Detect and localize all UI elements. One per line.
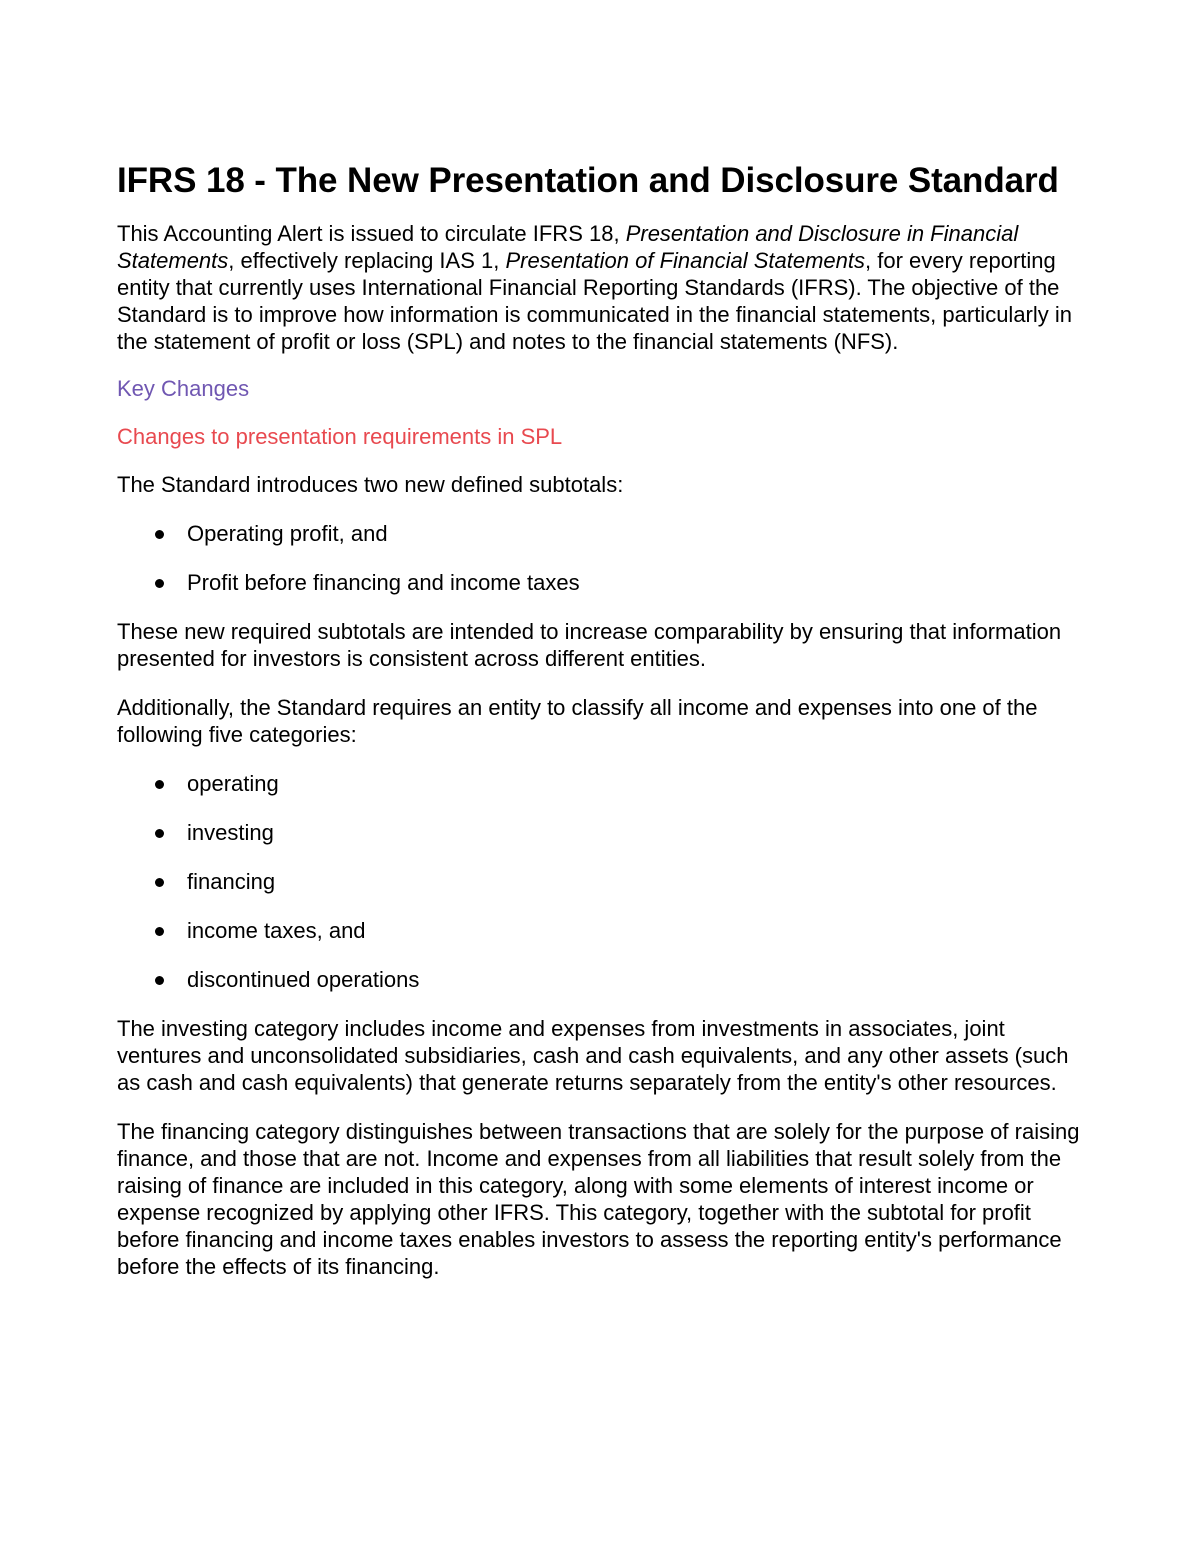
categories-intro: Additionally, the Standard requires an entity to classify all income and expenses into one of the following five categories: (117, 695, 1038, 747)
intro-text-1: This Accounting Alert is issued to circulate IFRS 18, (117, 221, 626, 246)
bullet-icon (155, 530, 164, 539)
comparability-paragraph: These new required subtotals are intended to increase comparability by ensuring that information presented for investors is consistent across different entities. (117, 619, 1062, 671)
intro-text-3: , for every reporting entity that currently uses International Financial Reporting Standards (IFRS). The objective of the Standard is to improve how information is communicated in the financial statements, particularly in the statement of profit or loss (SPL) and notes to the financial statements (NFS). (117, 248, 1073, 354)
list-item-text: Profit before financing and income taxes (187, 570, 580, 595)
bullet-icon (155, 976, 164, 985)
list-item-text: Operating profit, and (187, 521, 388, 546)
bullet-icon (155, 829, 164, 838)
bullet-icon (155, 878, 164, 887)
list-item-text: operating (187, 771, 279, 796)
list-item (117, 868, 1087, 895)
document-title: IFRS 18 - The New Presentation and Disclosure Standard (117, 161, 1059, 200)
list-item (117, 966, 1087, 993)
spl-heading: Changes to presentation requirements in SPL (117, 424, 563, 449)
list-item (117, 569, 1087, 596)
subtotals-intro: The Standard introduces two new defined subtotals: (117, 472, 624, 497)
intro-italic-ias1: Presentation of Financial Statements (505, 248, 865, 273)
bullet-icon (155, 579, 164, 588)
categories-list (117, 770, 1087, 993)
subtotals-list (117, 520, 1087, 596)
intro-text-2: , effectively replacing IAS 1, (228, 248, 506, 273)
intro-italic-ifrs18: Presentation and Disclosure in Financial Statements (117, 221, 1019, 273)
list-item (117, 770, 1087, 797)
list-item-text: income taxes, and (187, 918, 366, 943)
document-page (117, 160, 1087, 1302)
list-item-text: investing (187, 820, 274, 845)
bullet-icon (155, 927, 164, 936)
intro-paragraph (117, 220, 1087, 355)
list-item (117, 819, 1087, 846)
key-changes-heading: Key Changes (117, 376, 250, 401)
list-item (117, 520, 1087, 547)
investing-paragraph: The investing category includes income and expenses from investments in associates, joint ventures and unconsolidated subsidiaries, cash and cash equivalents, and any other assets (such as cash and cash equivalents) that generate returns separately from the entity's other resources. (117, 1016, 1069, 1095)
list-item-text: financing (187, 869, 276, 894)
financing-paragraph: The financing category distinguishes between transactions that are solely for the purpose of raising finance, and those that are not. Income and expenses from all liabilities that result solely from the raising of finance are included in this category, along with some elements of interest income or expense recognized by applying other IFRS. This category, together with the subtotal for profit before financing and income taxes enables investors to assess the reporting entity's performance before the effects of its financing. (117, 1119, 1080, 1279)
bullet-icon (155, 780, 164, 789)
list-item (117, 917, 1087, 944)
list-item-text: discontinued operations (187, 967, 420, 992)
